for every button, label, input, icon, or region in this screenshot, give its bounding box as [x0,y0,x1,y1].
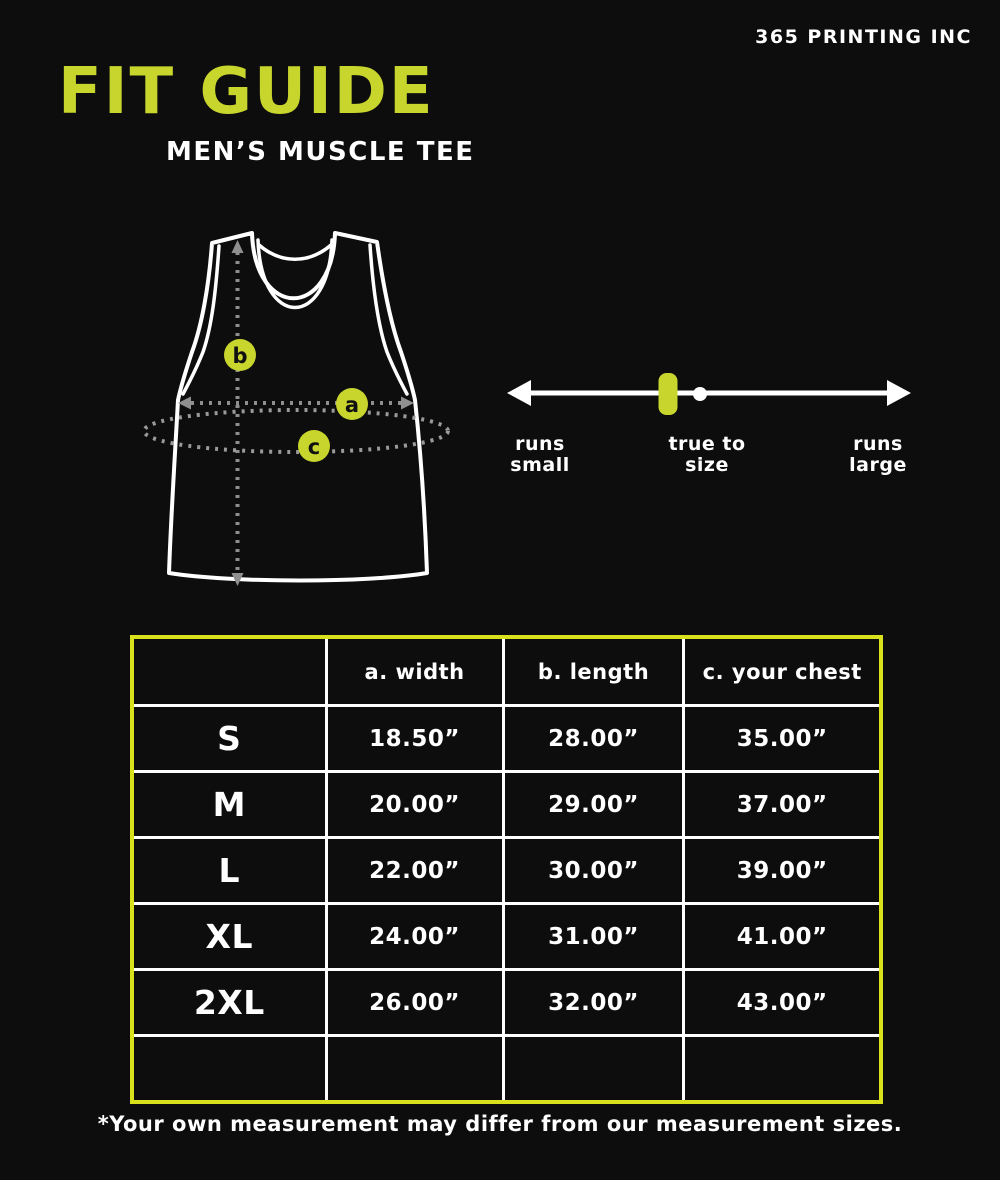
marker-a-label: a [344,393,360,417]
back-neck-line [259,245,331,259]
muscle-tee-outline [169,233,427,581]
scale-indicator [659,373,678,415]
table-header-length: b. length [505,639,683,704]
chest-value: 37.00” [685,773,879,836]
footnote: *Your own measurement may differ from our measurement sizes. [97,1112,903,1136]
chest-value: 35.00” [685,707,879,770]
page-title: FIT GUIDE [58,55,435,129]
marker-b [224,339,256,371]
length-value: 32.00” [505,971,683,1034]
chest-value [685,1037,879,1100]
product-subtitle: MEN’S MUSCLE TEE [166,137,475,167]
scale-label-runs-small: runs [515,433,565,455]
scale-label-true-to-size: true to [668,433,746,455]
chest-value: 39.00” [685,839,879,902]
length-value: 30.00” [505,839,683,902]
chest-value: 41.00” [685,905,879,968]
length-value: 29.00” [505,773,683,836]
size-table [130,635,883,1104]
table-header-chest: c. your chest [685,639,879,704]
size-label: S [134,707,325,770]
length-value: 28.00” [505,707,683,770]
marker-c [298,430,330,462]
brand-name: 365 PRINTING INC [755,26,972,48]
chest-value: 43.00” [685,971,879,1034]
size-label [134,1037,325,1100]
marker-b-label: b [232,344,248,368]
width-value: 18.50” [328,707,502,770]
marker-a [336,388,368,420]
armhole-right-line [370,245,407,394]
scale-right-arrowhead [887,380,911,406]
size-label: 2XL [134,971,325,1034]
table-header-width: a. width [328,639,502,704]
scale-label-runs-large-2: large [849,454,907,476]
width-value: 24.00” [328,905,502,968]
width-value: 20.00” [328,773,502,836]
scale-label-runs-small-2: small [510,454,570,476]
length-value: 31.00” [505,905,683,968]
table-header-empty [134,639,325,704]
chest-measure-ellipse [144,410,448,452]
scale-label-true-to-size-2: size [685,454,729,476]
marker-c-label: c [307,435,321,459]
scale-label-runs-large: runs [853,433,903,455]
length-value [505,1037,683,1100]
scale-left-arrowhead [507,380,531,406]
tee-silhouette [169,233,427,581]
size-label: L [134,839,325,902]
size-label: XL [134,905,325,968]
scale-center-dot [693,387,707,401]
width-value: 22.00” [328,839,502,902]
width-value: 26.00” [328,971,502,1034]
width-value [328,1037,502,1100]
size-label: M [134,773,325,836]
width-measure-line [178,397,414,410]
fit-scale [507,373,911,476]
